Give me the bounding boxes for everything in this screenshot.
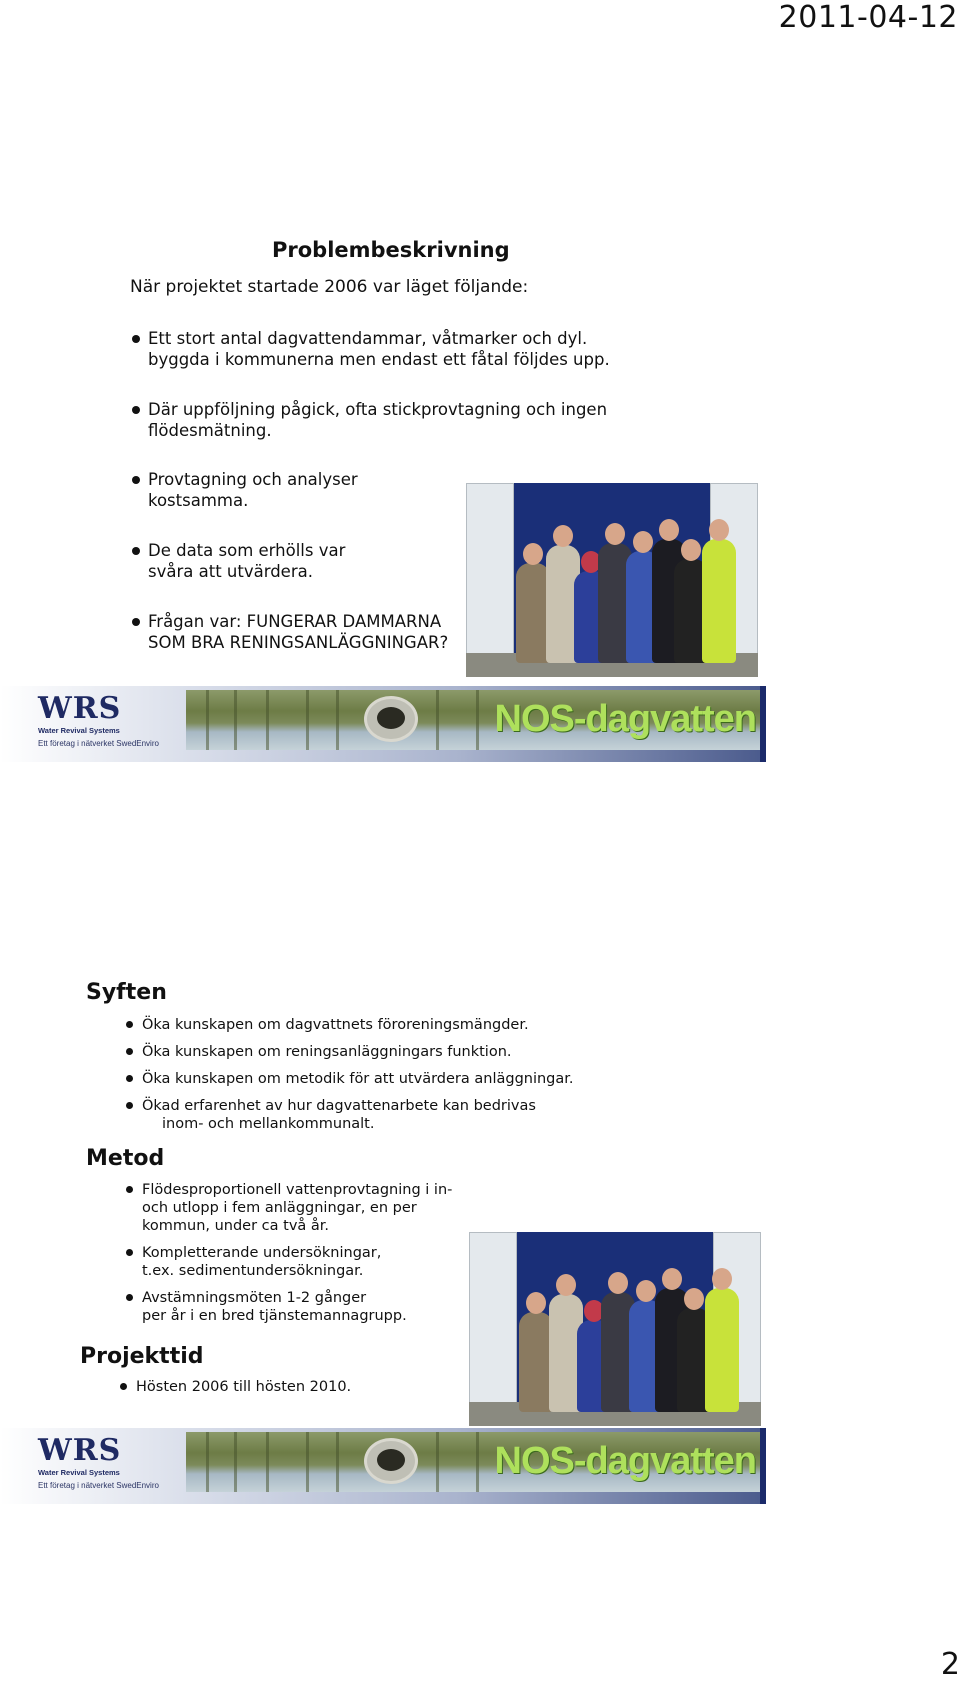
- slide1-bullet-list: [130, 611, 448, 653]
- projekttid-heading: Projekttid: [80, 1344, 204, 1369]
- slide1-bullet-list: [130, 469, 358, 511]
- slide1-bullet-list: [130, 540, 345, 582]
- syften-item: Öka kunskapen om metodik för att utvärdera anläggningar.: [124, 1070, 644, 1088]
- slide1-bullet-list: [130, 399, 607, 441]
- syften-item: Öka kunskapen om reningsanläggningars funktion.: [124, 1043, 644, 1061]
- page-number: 2: [940, 1647, 960, 1682]
- slide1-bullet: Provtagning och analyser kostsamma.: [130, 469, 358, 511]
- print-date: 2011-04-12: [778, 0, 958, 35]
- culvert-photo: [186, 690, 766, 750]
- metod-list: [124, 1181, 484, 1334]
- metod-heading: Metod: [86, 1146, 165, 1171]
- syften-list: [124, 1016, 644, 1142]
- syften-item: Ökad erfarenhet av hur dagvattenarbete kan bedrivas inom- och mellankommunalt.: [124, 1097, 644, 1133]
- slide1-bullet: De data som erhölls var svåra att utvärdera.: [130, 540, 345, 582]
- projekttid-list: [118, 1378, 458, 1405]
- culvert-photo: [186, 1432, 766, 1492]
- footer-banner: [0, 1428, 766, 1504]
- metod-item: Flödesproportionell vattenprovtagning i in- och utlopp i fem anläggningar, en per kommun, under ca två år.: [124, 1181, 484, 1235]
- slide1-title: Problembeskrivning: [272, 238, 510, 262]
- project-logo-text: NOS-dagvatten: [494, 698, 756, 740]
- slide1-bullet-list: [130, 328, 610, 370]
- slide1-bullet: Där uppföljning pågick, ofta stickprovtagning och ingen flödesmätning.: [130, 399, 607, 441]
- footer-banner: [0, 686, 766, 762]
- team-photo: [469, 1232, 761, 1426]
- team-photo: [466, 483, 758, 677]
- metod-item: Kompletterande undersökningar, t.ex. sedimentundersökningar.: [124, 1244, 484, 1280]
- metod-item: Avstämningsmöten 1-2 gånger per år i en bred tjänstemannagrupp.: [124, 1289, 484, 1325]
- wrs-logo: WRS Water Revival Systems Ett företag i nätverket SwedEnviro: [38, 1433, 159, 1490]
- syften-heading: Syften: [86, 980, 167, 1005]
- syften-item: Öka kunskapen om dagvattnets föroreningsmängder.: [124, 1016, 644, 1034]
- projekttid-item: Hösten 2006 till hösten 2010.: [118, 1378, 458, 1396]
- culvert-pipe-icon: [364, 696, 418, 742]
- slide1-bullet: Frågan var: FUNGERAR DAMMARNA SOM BRA RENINGSANLÄGGNINGAR?: [130, 611, 448, 653]
- slide1-intro: När projektet startade 2006 var läget följande:: [130, 277, 529, 297]
- project-logo-text: NOS-dagvatten: [494, 1440, 756, 1482]
- culvert-pipe-icon: [364, 1438, 418, 1484]
- slide1-bullet: Ett stort antal dagvattendammar, våtmarker och dyl. byggda i kommunerna men endast ett fåtal följdes upp.: [130, 328, 610, 370]
- wrs-logo: WRS Water Revival Systems Ett företag i nätverket SwedEnviro: [38, 691, 159, 748]
